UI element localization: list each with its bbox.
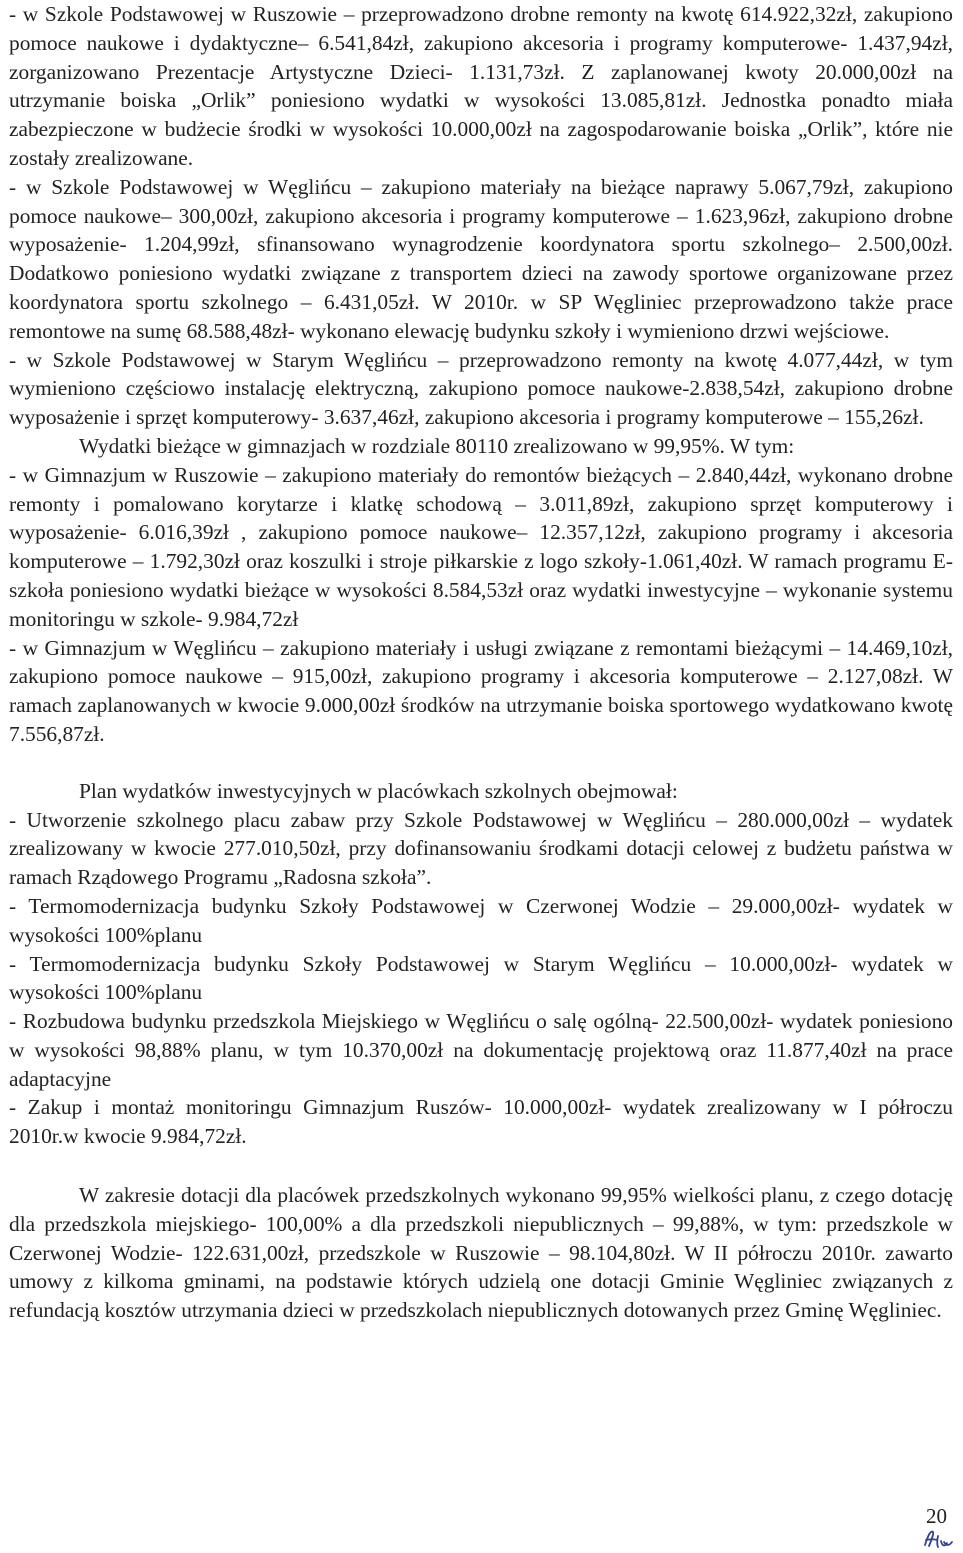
paragraph-sp-weglinie: - w Szkole Podstawowej w Węglińcu – zakupiono materiały na bieżące naprawy 5.067,79zł, zakupiono pomoce naukowe– 300,00zł, zakupiono akcesoria i programy komputerowe – 1.623,96zł, zakupiono drobne wyposażenie- 1.204,99zł, sfinansowano wynagrodzenie koordynatora sportu szkolnego– 2.500,00zł. Dodatkowo poniesiono wydatki związane z transportem dzieci na zawody sportowe organizowane przez koordynatora sportu szkolnego – 6.431,05zł. W 2010r. w SP Węgliniec przeprowadzono także prace remontowe na sumę 68.588,48zł- wykonano elewację budynku szkoły i wymieniono drzwi wejściowe. (9, 174, 953, 343)
paragraph-investment-kindergarten: - Rozbudowa budynku przedszkola Miejskiego w Węglińcu o salę ogólną- 22.500,00zł- wydatek poniesiono w wysokości 98,88% planu, w tym 10.370,00zł na dokumentację projektową oraz 11.877,40zł na prace adaptacyjne (9, 1009, 953, 1091)
paragraph-investment-stary-weglinie: - Termomodernizacja budynku Szkoły Podstawowej w Starym Węglińcu – 10.000,00zł- wydatek w wysokości 100%planu (9, 951, 953, 1005)
paragraph-sp-stary-weglinie: - w Szkole Podstawowej w Starym Węglińcu – przeprowadzono remonty na kwotę 4.077,44zł, w tym wymieniono częściowo instalację elektryczną, zakupiono pomoce naukowe-2.838,54zł, zakupiono drobne wyposażenie i sprzęt komputerowy- 3.637,46zł, zakupiono akcesoria i programy komputerowe – 155,26zł. (9, 347, 953, 430)
paragraph-gimnazjum-weglinie: - w Gimnazjum w Węglińcu – zakupiono materiały i usługi związane z remontami bieżącymi – 14.469,10zł, zakupiono pomoce naukowe – 915,00zł, zakupiono programy i akcesoria komputerowe – 2.127,08zł. W ramach zaplanowanych w kwocie 9.000,00zł środków na utrzymanie boiska sportowego wydatkowano kwotę 7.556,87zł. (9, 635, 953, 746)
paragraph-sp-ruszow: - w Szkole Podstawowej w Ruszowie – przeprowadzono drobne remonty na kwotę 614.922,32zł, zakupiono pomoce naukowe i dydaktyczne– 6.541,84zł, zakupiono akcesoria i programy komputerowe- 1.437,94zł, zorganizowano Prezentacje Artystyczne Dzieci- 1.131,73zł. Z zaplanowanej kwoty 20.000,00zł na utrzymanie boiska „Orlik” poniesiono wydatki w wysokości 13.085,81zł. Jednostka ponadto miała zabezpieczone w budżecie środki w wysokości 10.000,00zł na zagospodarowanie boiska „Orlik”, które nie zostały zrealizowane. (9, 2, 953, 170)
paragraph-investment-czerwona-woda: - Termomodernizacja budynku Szkoły Podstawowej w Czerwonej Wodzie – 29.000,00zł- wydatek w wysokości 100%planu (9, 893, 953, 947)
document-page (9, 0, 953, 1325)
paragraph-investment-playground: - Utworzenie szkolnego placu zabaw przy Szkole Podstawowej w Węglińcu – 280.000,00zł – wydatek zrealizowany w kwocie 277.010,50zł, przy dofinansowaniu środkami dotacji celowej z budżetu państwa w ramach Rządowego Programu „Radosna szkoła”. (9, 807, 953, 890)
paragraph-gimnazjum-ruszow: - w Gimnazjum w Ruszowie – zakupiono materiały do remontów bieżących – 2.840,44zł, wykonano drobne remonty i pomalowano korytarze i klatkę schodową – 3.011,89zł, zakupiono sprzęt komputerowy i wyposażenie- 6.016,39zł , zakupiono pomoce naukowe– 12.357,12zł, zakupiono programy i akcesoria komputerowe – 1.792,30zł oraz koszulki i stroje piłkarskie z logo szkoły-1.061,40zł. W ramach programu E-szkoła poniesiono wydatki bieżące w wysokości 8.584,53zł oraz wydatki inwestycyjne – wykonanie systemu monitoringu w szkole- 9.984,72zł (9, 462, 953, 631)
paragraph-investment-plan-intro: Plan wydatków inwestycyjnych w placówkach szkolnych obejmował: (79, 778, 678, 803)
paragraph-kindergarten-grants: W zakresie dotacji dla placówek przedszkolnych wykonano 99,95% wielkości planu, z czego dotację dla przedszkola miejskiego- 100,00% a dla przedszkoli niepublicznych – 99,88%, w tym: przedszkole w Czerwonej Wodzie- 122.631,00zł, przedszkole w Ruszowie – 98.104,80zł. W II półroczu 2010r. zawarto umowy z kilkoma gminami, na podstawie których udzielą one dotacji Gminie Węgliniec związanych z refundacją kosztów utrzymania dzieci w przedszkolach niepublicznych dotowanych przez Gminę Węgliniec. (9, 1183, 953, 1323)
page-number: 20 (926, 1504, 947, 1528)
paragraph-gimnazja-intro: Wydatki bieżące w gimnazjach w rozdziale 80110 zrealizowano w 99,95%. W tym: (79, 433, 795, 458)
handwritten-initials-icon (921, 1526, 953, 1550)
paragraph-investment-monitoring: - Zakup i montaż monitoringu Gimnazjum Ruszów- 10.000,00zł- wydatek zrealizowany w I półroczu 2010r.w kwocie 9.984,72zł. (9, 1095, 953, 1149)
